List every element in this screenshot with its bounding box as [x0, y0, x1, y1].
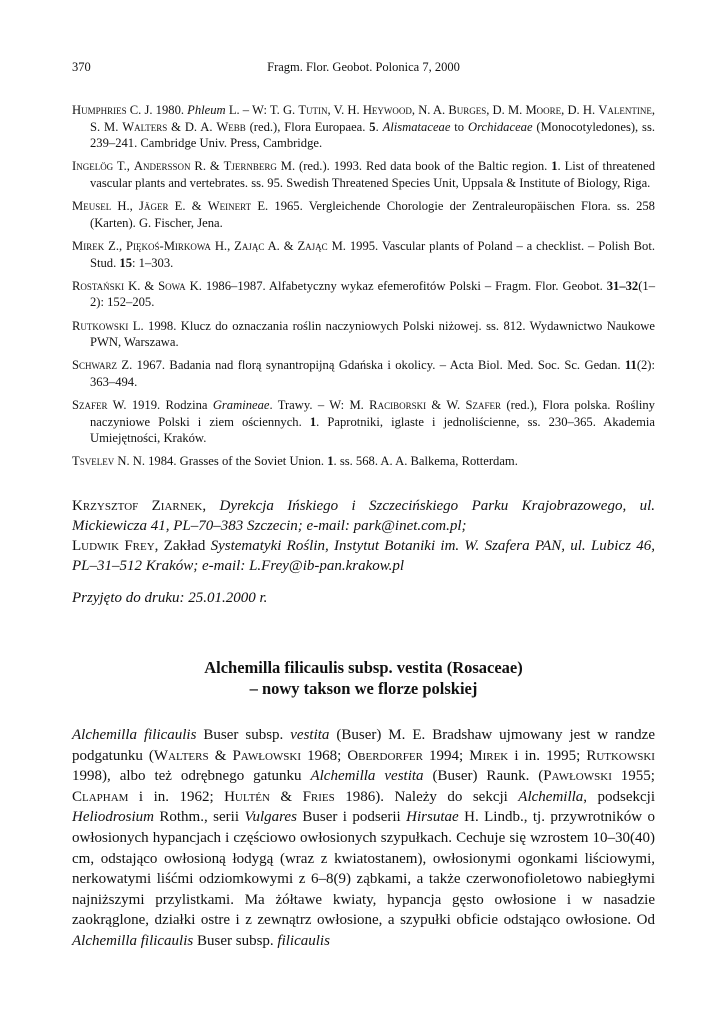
author-address: Ludwik Frey, Zakład Systematyki Roślin, Instytut Botaniki im. W. Szafera PAN, ul. Lubicz 46, PL–31–512 Kraków; e-mail: L.Frey@ib-pan.krakow.pl: [72, 538, 655, 575]
reference-item: Szafer W. 1919. Rodzina Gramineae. Trawy. – W: M. Raciborski & W. Szafer (red.), Flora polska. Rośliny naczyniowe Polski i ziem ościennych. 1. Paprotniki, iglaste i jednoliścienne, ss. 230–365. Akademia Umiejętności, Kraków.: [72, 398, 655, 446]
article-title-line1: Alchemilla filicaulis subsp. vestita (Rosaceae): [204, 658, 523, 678]
reference-item: Mirek Z., Piękoś-Mirkowa H., Zając A. & Zając M. 1995. Vascular plants of Poland – a checklist. – Polish Bot. Stud. 15: 1–303.: [72, 238, 655, 270]
author-address: Krzysztof Ziarnek, Dyrekcja Ińskiego i Szczecińskiego Parku Krajobrazowego, ul. Mickiewicza 41, PL–70–383 Szczecin; e-mail: park@inet.com.pl;: [72, 498, 656, 535]
page-number: 370: [72, 60, 91, 74]
reference-item: Humphries C. J. 1980. Phleum L. – W: T. G. Tutin, V. H. Heywood, N. A. Burges, D. M. Moore, D. H. Valentine, S. M. Walters & D. A. Webb (red.), Flora Europaea. 5. Alismataceae to Orchidaceae (Monocotyledones), ss. 239–241. Cambridge Univ. Press, Cambridge.: [72, 103, 656, 151]
reference-item: Rutkowski L. 1998. Klucz do oznaczania roślin naczyniowych Polski niżowej. ss. 812. Wydawnictwo Naukowe PWN, Warszawa.: [72, 318, 655, 350]
accepted-date: Przyjęto do druku: 25.01.2000 r.: [72, 590, 268, 607]
reference-item: Schwarz Z. 1967. Badania nad florą synantropijną Gdańska i okolicy. – Acta Biol. Med. Soc. Sc. Gedan. 11(2): 363–494.: [72, 358, 655, 389]
reference-item: Meusel H., Jäger E. & Weinert E. 1965. Vergleichende Chorologie der Zentraleuropäischen Flora. ss. 258 (Karten). G. Fischer, Jena.: [72, 199, 655, 230]
article-title: [72, 657, 655, 699]
reference-item: Tsvelev N. N. 1984. Grasses of the Soviet Union. 1. ss. 568. A. A. Balkema, Rotterdam.: [72, 454, 518, 469]
article-body: Alchemilla filicaulis Buser subsp. vestita (Buser) M. E. Bradshaw ujmowany jest w randze podgatunku (Walters & Pawłowski 1968; Oberdorfer 1994; Mirek i in. 1995; Rutkowski 1998), albo też odrębnego gatunku Alchemilla vestita (Buser) Raunk. (Pawłowski 1955; Clapham i in. 1962; Hultén & Fries 1986). Należy do sekcji Alchemilla, podsekcji Heliodrosium Rothm., serii Vulgares Buser i podserii Hirsutae H. Lindb., tj. przywrotników o owłosionych hypancjach i częściowo owłosionych szypułkach. Cechuje się wzrostem 10–30(40) cm, odstająco owłosioną łodygą (wraz z kwiatostanem), owłosionymi ogonkami liściowymi, nerkowatymi liśćmi odziomkowymi z 6–8(9) ząbkami, a także czerwonofioletowo nabiegłymi najniższymi przylistkami. Ma żółtawe kwiaty, hypancja gęsto owłosione i w nasadzie zaokrąglone, działki ostre i z zewnątrz owłosione, a szypułki obficie odstająco owłosione. Od Alchemilla filicaulis Buser subsp. filicaulis: [72, 727, 655, 949]
reference-list: [72, 102, 655, 470]
journal-citation: Fragm. Flor. Geobot. Polonica 7, 2000: [267, 60, 460, 74]
article-title-line2: – nowy takson we florze polskiej: [249, 679, 478, 699]
page: [72, 60, 655, 952]
author-addresses: [72, 496, 655, 576]
running-header: [72, 60, 655, 76]
reference-item: Ingelög T., Andersson R. & Tjernberg M. (red.). 1993. Red data book of the Baltic region. 1. List of threatened vascular plants and vertebrates. ss. 95. Swedish Threatened Species Unit, Uppsala & Institute of Biology, Riga.: [72, 159, 655, 190]
reference-item: Rostański K. & Sowa K. 1986–1987. Alfabetyczny wykaz efemerofitów Polski – Fragm. Flor. Geobot. 31–32(1–2): 152–205.: [72, 278, 655, 310]
